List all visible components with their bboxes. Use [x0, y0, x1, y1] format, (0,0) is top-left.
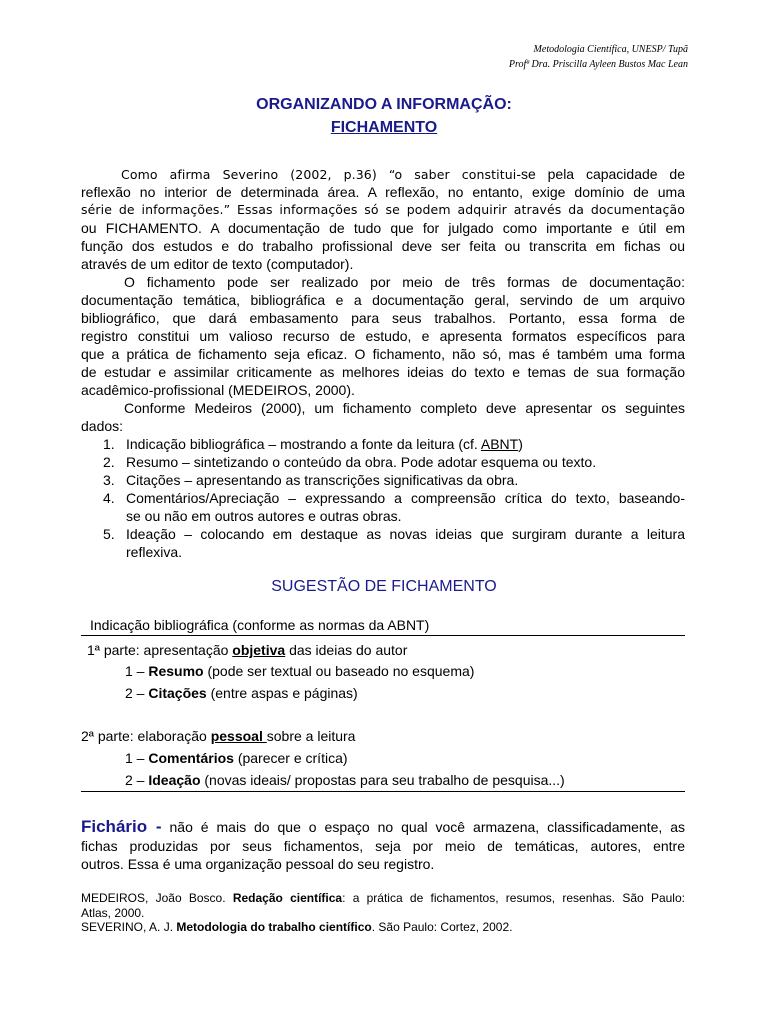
- part2-heading: 2ª parte: elaboração pessoal sobre a leitura: [81, 728, 356, 744]
- reference-severino: SEVERINO, A. J. Metodologia do trabalho científico. São Paulo: Cortez, 2002.: [81, 920, 513, 934]
- part2-item-comentarios: 1 – Comentários (parecer e crítica): [125, 750, 348, 766]
- paragraph-line: bibliográfico, que dará embasamento para seus trabalhos. Portanto, essa forma de: [81, 310, 685, 326]
- paragraph-line: O fichamento pode ser realizado por meio de três formas de documentação:: [124, 274, 685, 290]
- paragraph-line: que a prática de fichamento seja eficaz. O fichamento, não só, mas é também uma forma: [81, 346, 685, 362]
- paragraph-line: dados:: [81, 418, 124, 434]
- intro-line: reflexão no interior de determinada área. A reflexão, no entanto, exige domínio de uma: [81, 184, 685, 200]
- intro-line: Como afirma Severino (2002, p.36) “o saber constitui-se pela capacidade de: [121, 166, 685, 182]
- intro-line: série de informações.” Essas informações só se podem adquirir através da documentação: [81, 202, 685, 217]
- fichario-line: outros. Essa é uma organização pessoal do seu registro.: [81, 856, 435, 872]
- part1-item-citacoes: 2 – Citações (entre aspas e páginas): [125, 685, 358, 701]
- fichario-term: Fichário -: [81, 817, 162, 836]
- fichario-line: Fichário - não é mais do que o espaço no qual você armazena, classificadamente, as: [81, 817, 685, 836]
- part1-item-resumo: 1 – Resumo (pode ser textual ou baseado no esquema): [125, 663, 475, 679]
- suggestion-title: SUGESTÃO DE FICHAMENTO: [271, 578, 497, 595]
- page-title: ORGANIZANDO A INFORMAÇÃO:: [256, 96, 512, 113]
- reference-medeiros: MEDEIROS, João Bosco. Redação científica: a prática de fichamentos, resumos, resenhas. São Paulo:: [81, 891, 685, 905]
- divider-top: [81, 635, 685, 636]
- header-course: Metodologia Científica, UNESP/ Tupã: [533, 44, 688, 55]
- intro-line: ou FICHAMENTO. A documentação de tudo que for julgado como importante e útil em: [81, 220, 685, 236]
- divider-bottom: [81, 791, 685, 792]
- paragraph-line: de estudar e assimilar criticamente as melhores ideias do texto e temas de sua formação: [81, 364, 685, 380]
- paragraph-line: documentação temática, bibliográfica e a documentação geral, servindo de um arquivo: [81, 292, 685, 308]
- intro-line: função dos estudos e do trabalho profissional deve ser feita ou transcrita em fichas ou: [81, 238, 685, 254]
- paragraph-line: registro constitui um valioso recurso de estudo, e apresenta formatos específicos para: [81, 328, 685, 344]
- biblio-indication: Indicação bibliográfica (conforme as normas da ABNT): [90, 617, 430, 633]
- paragraph-line: Conforme Medeiros (2000), um fichamento completo deve apresentar os seguintes: [124, 400, 685, 416]
- page-subtitle: FICHAMENTO: [330, 119, 438, 136]
- abnt-link[interactable]: ABNT: [480, 436, 519, 452]
- reference-medeiros-cont: Atlas, 2000.: [81, 906, 145, 920]
- intro-line: através de um editor de texto (computador).: [81, 256, 354, 272]
- fichario-line: fichas produzidas por seus fichamentos, seja por meio de temáticas, autores, entre: [81, 838, 685, 854]
- part2-item-ideacao: 2 – Ideação (novas ideais/ propostas para seu trabalho de pesquisa...): [125, 772, 565, 788]
- paragraph-line: acadêmico-profissional (MEDEIROS, 2000).: [81, 382, 355, 398]
- part1-heading: 1ª parte: apresentação objetiva das ideias do autor: [87, 642, 408, 658]
- header-professor: Profª Dra. Priscilla Ayleen Bustos Mac Lean: [508, 59, 688, 70]
